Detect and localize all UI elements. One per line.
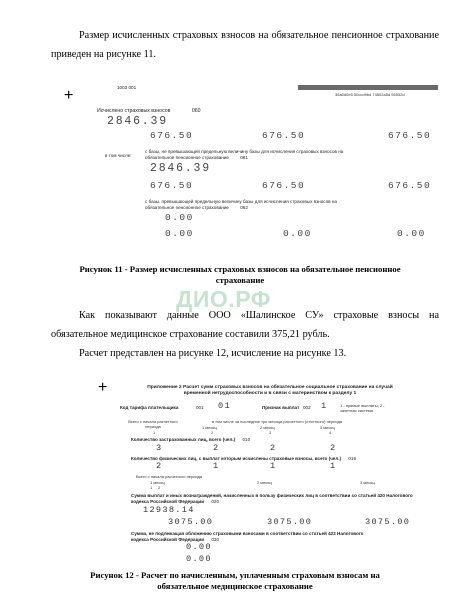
fig12-persons-value-3: 1 <box>270 461 277 471</box>
caption-11: Рисунок 11 - Размер исчисленных страховых взносов на обязательное пенсионное страхование <box>79 264 401 285</box>
fig11-header-left: 1003 001 <box>117 85 137 90</box>
fig12-month-3: 3 месяц <box>320 425 335 430</box>
fig12-s-col-num-1: 1 <box>150 485 153 490</box>
fig12-persons-value-4: 1 <box>330 461 337 471</box>
fig11-row1-value-2: 676.50 <box>262 130 306 141</box>
fig12-title: Приложение 2 Расчет сумм страховых взносов на обязательное социальное страхование на случай временной нетрудоспособности и в связи с материнством к разделу 1 <box>147 385 393 396</box>
paragraph-2: Как показывают данные ООО «Шалинское СУ» страховые взносы на обязательное медицинское страхование составили 375,21 рубль. <box>51 310 439 340</box>
fig11-barcode <box>298 85 438 90</box>
fig11-total-base: 2846.39 <box>107 115 168 128</box>
fig12-persons-code: 015 <box>348 456 356 461</box>
fig12-nontax-text: Сумма, не подлежащая обложению страховыми взносами в соответствии со статьей 422 Налогового кодекса Российской Федерации <box>131 531 364 542</box>
fig12-col-num-2: 2 <box>211 430 214 435</box>
fig12-plus-marker: + <box>98 379 108 396</box>
fig11-row061-value-3: 676.50 <box>388 180 432 191</box>
fig12-payment-label: Признак выплат <box>262 405 300 410</box>
fig12-s-month-1: 1 месяц <box>150 480 165 485</box>
fig12-insured-label <box>131 437 250 443</box>
fig12-insured-value-4: 2 <box>330 443 337 453</box>
fig11-line-061-text: с базы, не превышающей предельную величину базы для исчисления страховых взносов на обязательное пенсионное страхование <box>145 149 344 160</box>
fig11-row1-value-3: 676.50 <box>388 130 432 141</box>
fig12-sum-label <box>131 493 421 504</box>
fig12-sum-value-2: 3075.00 <box>267 517 313 527</box>
fig11-plus-marker: + <box>64 87 74 104</box>
fig11-row062-value-2: 0.00 <box>283 228 312 239</box>
fig12-nontax-value: 0.00 <box>186 554 212 564</box>
fig12-insured-value-2: 2 <box>213 443 220 453</box>
fig12-persons-text: Количество физических лиц, с выплат которым исчислены страховые взносы, всего (чел.) <box>131 456 342 461</box>
fig12-insured-value-3: 2 <box>270 443 277 453</box>
fig11-header-right: 35a0d0e5 50ccd9bd 74502a5d 96552d <box>335 92 405 97</box>
fig12-sum-value-3: 3075.00 <box>365 517 411 527</box>
fig12-col-num-3: 3 <box>269 430 272 435</box>
fig11-title-text: Исчислено страховых взносов <box>97 108 171 114</box>
fig11-row061-value-1: 676.50 <box>150 180 194 191</box>
fig12-month-1: 1 месяц <box>202 425 217 430</box>
fig11-row1-value-1: 676.50 <box>150 130 194 141</box>
fig12-col-num-1: 1 <box>153 430 156 435</box>
fig12-insured-value-1: 3 <box>156 443 163 453</box>
fig11-line-062 <box>145 199 355 210</box>
fig12-persons-value-1: 2 <box>156 461 163 471</box>
fig12-sum-code: 020 <box>211 498 220 504</box>
fig12-sum-text: Сумма выплат и иных вознаграждений, начисленных в пользу физических лиц в соответствии со статьей 420 Налогового кодекса Российской Федерации <box>131 493 413 504</box>
fig12-period-header-3: Всего с начала расчетного периода <box>136 474 203 479</box>
fig11-base-061: 2846.39 <box>150 162 211 175</box>
fig12-payment-value: 1 <box>321 401 328 411</box>
fig12-sum-total: 12938.14 <box>143 505 195 515</box>
fig12-s-month-2: 2 месяц <box>257 480 272 485</box>
fig12-insured-code: 010 <box>242 437 251 442</box>
fig11-title <box>97 109 200 115</box>
fig12-nontax-total: 0.00 <box>186 542 212 552</box>
fig12-period-header-2: в том числе за последние три месяца расчетного (отчетного) периода <box>211 419 343 424</box>
fig12-payment-options: 1 - прямые выплаты; 2 - зачетная система <box>340 403 385 413</box>
fig12-nontax-code: 030 <box>211 536 220 542</box>
fig11-row062-value-1: 0.00 <box>165 228 194 239</box>
fig11-line-062-code: 062 <box>240 204 248 210</box>
fig12-persons-value-2: 1 <box>213 461 220 471</box>
fig12-payment-code: 002 <box>303 405 311 410</box>
fig12-tariff-code: 001 <box>196 405 204 410</box>
fig11-row061-value-2: 676.50 <box>262 180 306 191</box>
fig12-s-month-3: 3 месяц <box>360 480 375 485</box>
fig11-line-061 <box>145 149 365 160</box>
paragraph-1: Размер исчисленных страховых взносов на обязательное пенсионное страхование приведен на рисунке 11. <box>51 30 439 60</box>
fig12-tariff-value: 01 <box>218 401 231 411</box>
fig11-base-062: 0.00 <box>165 212 194 223</box>
paragraph-3: Расчет представлен на рисунке 12, исчисление на рисунке 13. <box>79 348 347 359</box>
caption-12: Рисунок 12 - Расчет по начисленным, уплаченным страховым взносам на обязательное медицинское страхование <box>90 570 380 591</box>
fig12-month-2: 2 месяц <box>260 425 275 430</box>
fig12-insured-text: Количество застрахованных лиц, всего (чел.) <box>131 437 236 442</box>
watermark: ДИО.РФ <box>176 286 271 312</box>
fig11-title-code: 060 <box>191 108 201 114</box>
fig11-line-062-text: с базы, превышающей предельную величину базы для исчисления страховых взносов на обязательное пенсионное страхование <box>145 199 337 210</box>
fig12-persons-label <box>131 456 356 462</box>
fig12-nontax-label <box>131 531 381 542</box>
fig12-sum-value-1: 3075.00 <box>168 517 214 527</box>
fig12-period-header-1: Всего с начала расчетного периода <box>128 419 178 429</box>
fig11-in-that-label: в том числе: <box>105 153 132 158</box>
fig12-tariff-label: Код тарифа плательщика <box>120 405 179 410</box>
fig12-s-col-num-2: 2 <box>158 485 161 490</box>
fig11-line-061-code: 061 <box>240 154 248 160</box>
fig11-row062-value-3: 0.00 <box>397 228 426 239</box>
fig12-col-num-4: 4 <box>329 430 332 435</box>
